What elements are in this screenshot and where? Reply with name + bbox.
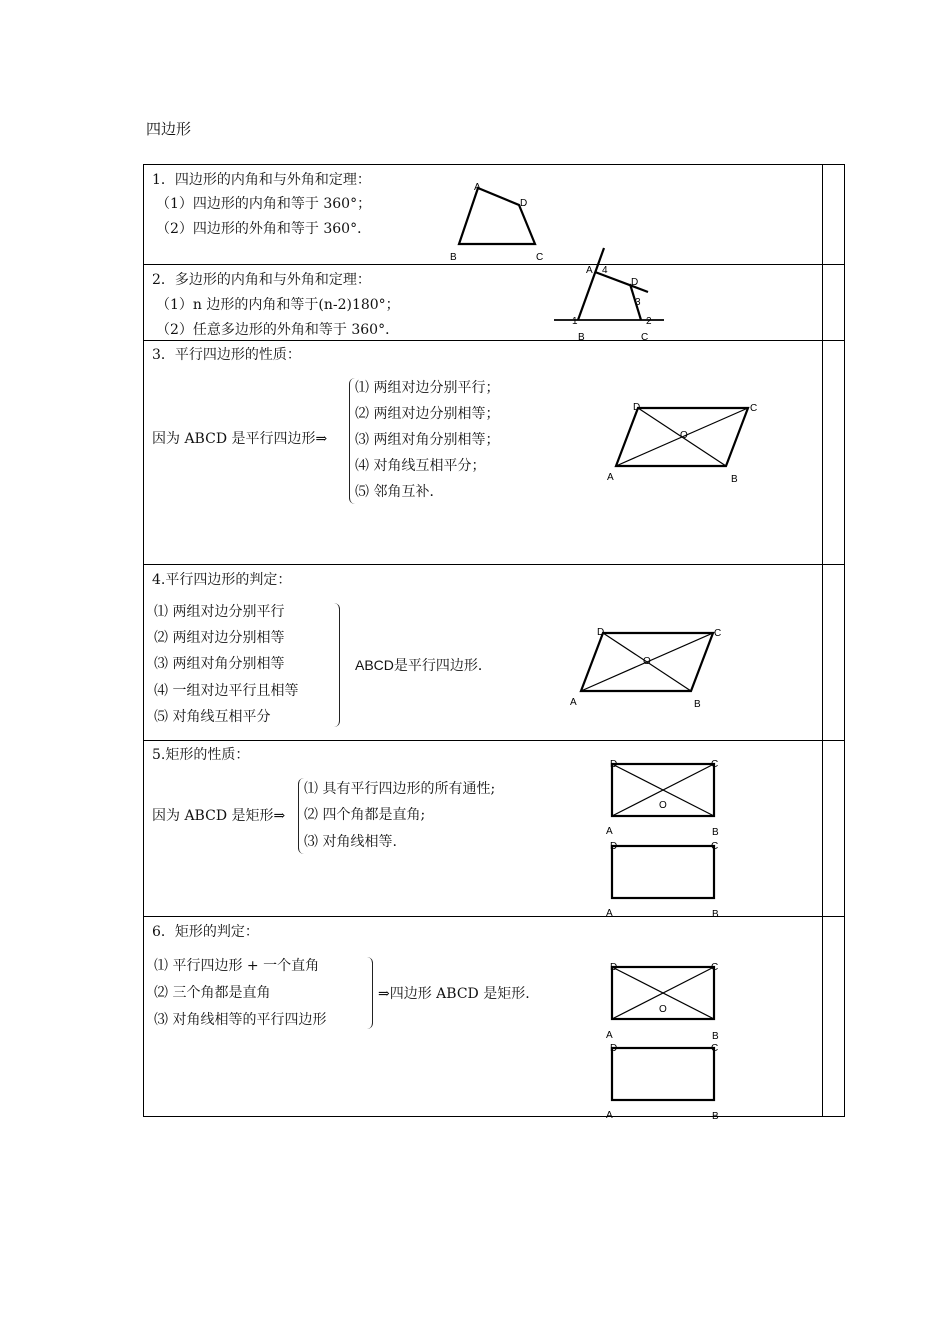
s2-item-2: （2）任意多边形的外角和等于 360°．: [156, 322, 400, 338]
s5-lead: 因为 ABCD 是矩形⇒: [152, 808, 286, 824]
s1-item-1: （1）四边形的内角和等于 360°；: [156, 196, 372, 212]
s2-label-d: D: [631, 277, 639, 288]
s3-label-d: D: [633, 402, 641, 413]
s5-fig1-label-d: D: [610, 759, 618, 770]
s1-heading: 1．四边形的内角和与外角和定理：: [152, 172, 371, 188]
s5-fig1-label-b: B: [712, 827, 719, 838]
rectangle-figure-2: [600, 1040, 730, 1122]
s6-item-2: ⑵ 三个角都是直角: [154, 985, 271, 1001]
s6-fig1-label-d: D: [610, 962, 618, 973]
s6-fig1-label-a: A: [606, 1030, 613, 1041]
s4-item-3: ⑶ 两组对角分别相等: [154, 656, 285, 672]
s5-fig1-label-a: A: [606, 826, 613, 837]
s2-label-a: A: [586, 265, 593, 276]
s2-label-c: C: [641, 332, 649, 343]
s2-label-n2: 2: [646, 316, 652, 327]
s2-label-n4: 4: [602, 265, 608, 276]
s6-fig1-label-b: B: [712, 1031, 719, 1042]
s6-fig1-label-c: C: [711, 962, 719, 973]
s3-item-5: ⑸ 邻角互补．: [355, 484, 444, 500]
table-column-divider: [822, 164, 823, 1117]
s4-item-5: ⑸ 对角线互相平分: [154, 709, 271, 725]
s5-heading: 5.矩形的性质：: [152, 747, 250, 763]
s6-item-3: ⑶ 对角线相等的平行四边形: [154, 1012, 327, 1028]
rectangle-diagonals-figure-1: [600, 756, 730, 838]
s6-fig2-label-b: B: [712, 1111, 719, 1122]
s5-fig1-label-c: C: [711, 759, 719, 770]
s3-lead: 因为 ABCD 是平行四边形⇒: [152, 431, 328, 447]
s5-fig2-label-a: A: [606, 908, 613, 919]
s5-fig2-label-c: C: [711, 841, 719, 852]
s3-label-c: C: [750, 403, 758, 414]
s6-fig2-label-c: C: [711, 1043, 719, 1054]
s1-label-c: C: [536, 252, 544, 263]
s3-label-b: B: [731, 474, 738, 485]
s4-conclusion: ABCD是平行四边形．: [355, 657, 492, 673]
s6-item-1: ⑴ 平行四边形 + 一个直角: [154, 958, 320, 974]
s6-fig2-label-d: D: [610, 1043, 618, 1054]
s6-brace: [366, 957, 373, 1029]
s3-label-a: A: [607, 472, 614, 483]
parallelogram-figure-1: [600, 400, 770, 490]
s4-item-1: ⑴ 两组对边分别平行: [154, 604, 285, 620]
exterior-angle-figure: [550, 246, 670, 344]
s6-conclusion: ⇒四边形 ABCD 是矩形.: [378, 986, 530, 1002]
s5-item-2: ⑵ 四个角都是直角;: [304, 807, 426, 823]
s5-fig2-label-d: D: [610, 841, 618, 852]
s4-heading: 4.平行四边形的判定：: [152, 572, 292, 588]
s3-label-o: O: [680, 430, 688, 441]
s4-label-a: A: [570, 697, 577, 708]
s5-fig2-label-b: B: [712, 909, 719, 920]
s2-item-1: （1）n 边形的内角和等于(n-2)180°；: [156, 297, 400, 313]
rectangle-diagonals-figure-2: [600, 959, 730, 1041]
rectangle-figure-1: [600, 838, 730, 920]
s3-item-1: ⑴ 两组对边分别平行；: [355, 380, 500, 396]
row-divider-2: [143, 340, 845, 341]
s4-brace: [333, 603, 340, 727]
s4-label-d: D: [597, 627, 605, 638]
quadrilateral-figure: [440, 178, 560, 268]
s1-label-d: D: [520, 198, 528, 209]
s3-heading: 3．平行四边形的性质：: [152, 347, 301, 363]
s4-label-o: O: [643, 656, 651, 667]
s2-label-b: B: [578, 332, 585, 343]
parallelogram-figure-2: [565, 625, 735, 715]
s6-heading: 6．矩形的判定：: [152, 924, 259, 940]
s6-fig1-label-o: O: [659, 1004, 667, 1015]
s3-item-2: ⑵ 两组对边分别相等；: [355, 406, 500, 422]
s2-heading: 2．多边形的内角和与外角和定理：: [152, 272, 371, 288]
s1-label-a: A: [474, 182, 481, 193]
page-title: 四边形: [146, 120, 192, 138]
s5-fig1-label-o: O: [659, 800, 667, 811]
s3-item-4: ⑷ 对角线互相平分；: [355, 458, 486, 474]
s5-item-3: ⑶ 对角线相等.: [304, 834, 397, 850]
s5-item-1: ⑴ 具有平行四边形的所有通性;: [304, 781, 496, 797]
row-divider-5: [143, 916, 845, 917]
s2-label-n3: 3: [635, 297, 641, 308]
s4-label-b: B: [694, 699, 701, 710]
s1-item-2: （2）四边形的外角和等于 360°．: [156, 221, 372, 237]
s4-item-2: ⑵ 两组对边分别相等: [154, 630, 285, 646]
row-divider-3: [143, 564, 845, 565]
s3-item-3: ⑶ 两组对角分别相等；: [355, 432, 500, 448]
s6-fig2-label-a: A: [606, 1110, 613, 1121]
s2-label-n1: 1: [572, 316, 578, 327]
row-divider-4: [143, 740, 845, 741]
s4-item-4: ⑷ 一组对边平行且相等: [154, 683, 299, 699]
s4-label-c: C: [714, 628, 722, 639]
s1-label-b: B: [450, 252, 457, 263]
